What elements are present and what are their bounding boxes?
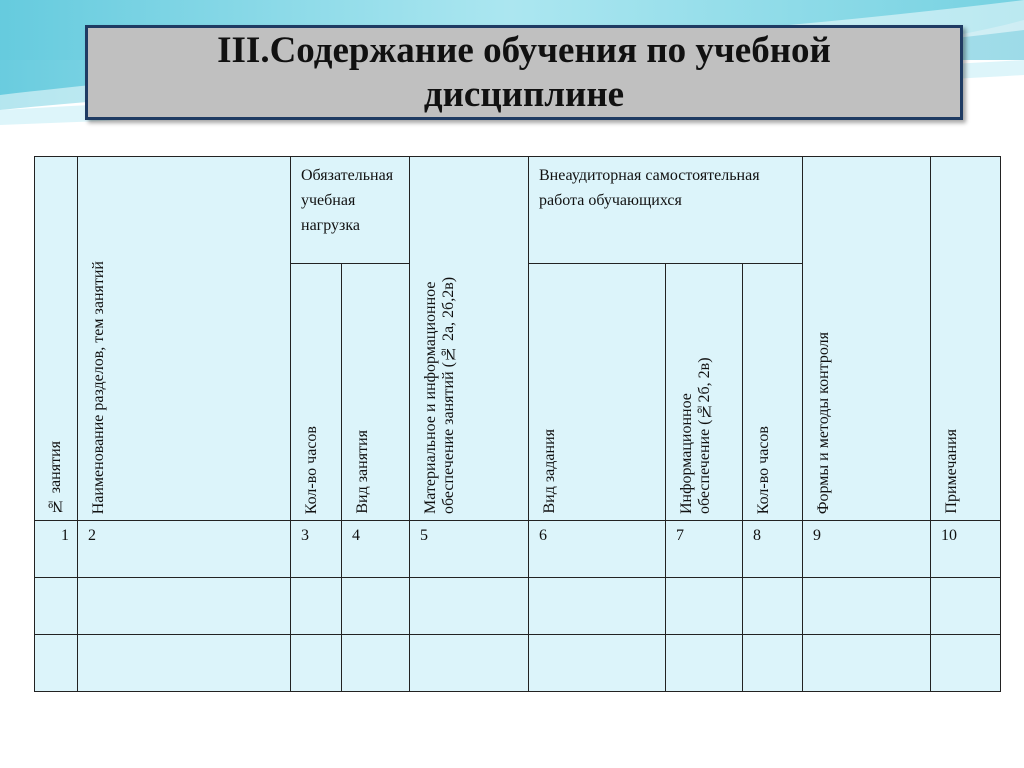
header-independent-work: Внеаудиторная самостоятельная работа обучающихся: [539, 167, 760, 209]
table-cell: [743, 578, 803, 635]
table-cell: [529, 635, 666, 692]
curriculum-table: [34, 156, 1001, 692]
title-box: [85, 25, 963, 120]
header-cell-independent-work: [529, 157, 803, 264]
table-cell: [743, 635, 803, 692]
table-header-row-1: [35, 157, 1001, 264]
table-cell: [35, 635, 78, 692]
header-task-type: Вид задания: [541, 429, 558, 514]
header-cell-info-support: [666, 264, 743, 521]
table-cell: [291, 578, 342, 635]
table-cell: [666, 521, 743, 578]
header-cell-section-name: [78, 157, 291, 521]
table-cell: [931, 578, 1001, 635]
table-cell: [803, 635, 931, 692]
header-cell-hours: [291, 264, 342, 521]
table-cell: [666, 578, 743, 635]
column-number: 2: [88, 527, 96, 544]
curriculum-table-wrapper: [34, 156, 1001, 692]
table-cell: [291, 521, 342, 578]
header-notes: Примечания: [943, 429, 961, 514]
header-mandatory-load: Обязательная учебная нагрузка: [301, 167, 394, 234]
table-cell: [35, 521, 78, 578]
table-cell: [78, 635, 291, 692]
header-cell-task-type: [529, 264, 666, 521]
column-number: 8: [753, 527, 761, 544]
table-cell: [931, 521, 1001, 578]
table-cell: [529, 521, 666, 578]
column-number: 6: [539, 527, 547, 544]
header-section-name: Наименование разделов, тем занятий: [90, 260, 107, 514]
table-cell: [35, 578, 78, 635]
header-cell-control-forms: [803, 157, 931, 521]
table-cell: [342, 635, 410, 692]
page-title: III.Содержание обучения по учебной дисциплине: [217, 29, 831, 115]
column-number: 4: [352, 527, 360, 544]
column-number: 9: [813, 527, 822, 544]
column-number: 10: [941, 527, 958, 544]
table-cell: [803, 521, 931, 578]
header-cell-hours2: [743, 264, 803, 521]
header-cell-material-support: [410, 157, 529, 521]
table-cell: [410, 578, 529, 635]
table-cell: [529, 578, 666, 635]
header-cell-lesson-no: [35, 157, 78, 521]
header-hours: Кол-во часов: [303, 425, 320, 514]
table-cell: [410, 521, 529, 578]
table-cell: [666, 635, 743, 692]
table-row-numbers: [35, 521, 1001, 578]
header-cell-notes: [931, 157, 1001, 521]
column-number: 7: [676, 527, 684, 544]
header-lesson-type: Вид занятия: [354, 430, 371, 514]
header-control-forms: Формы и методы контроля: [815, 331, 833, 514]
table-row: [35, 578, 1001, 635]
header-info-support: Информационное обеспечение (№2б, 2в): [678, 357, 713, 514]
column-number: 5: [420, 527, 428, 544]
table-cell: [410, 635, 529, 692]
table-cell: [342, 521, 410, 578]
table-cell: [291, 635, 342, 692]
column-number: 3: [301, 527, 309, 544]
table-cell: [342, 578, 410, 635]
column-number: 1: [61, 527, 69, 544]
header-cell-lesson-type: [342, 264, 410, 521]
header-cell-mandatory-load: [291, 157, 410, 264]
table-cell: [931, 635, 1001, 692]
table-cell: [78, 521, 291, 578]
table-row: [35, 635, 1001, 692]
header-lesson-no: № занятия: [47, 440, 64, 514]
table-cell: [803, 578, 931, 635]
header-material-support: Материальное и информационное обеспечение занятий (№ 2а, 2б,2в): [422, 276, 457, 514]
table-cell: [743, 521, 803, 578]
table-cell: [78, 578, 291, 635]
header-hours2: Кол-во часов: [755, 425, 772, 514]
